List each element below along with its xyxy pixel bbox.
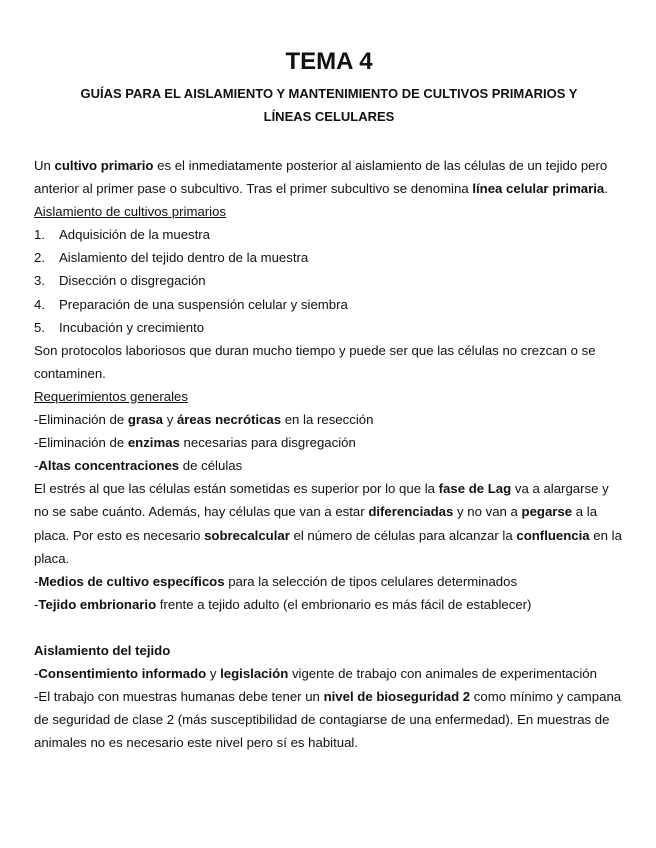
list-item: 4. Preparación de una suspensión celular y siembra bbox=[34, 296, 348, 312]
intro-paragraph: Un cultivo primario es el inmediatamente posterior al aislamiento de las células de un tejido pero anterior al primer pase o subcultivo. Tras el primer subcultivo se denomina línea celular primaria. bbox=[34, 158, 608, 197]
protocol-note: Son protocolos laboriosos que duran mucho tiempo y puede ser que las células no crezcan o se contaminen. bbox=[34, 342, 596, 381]
requirement-tejido-embrionario: -Tejido embrionario frente a tejido adulto (el embrionario es más fácil de establecer) bbox=[34, 596, 532, 612]
requirement-medios: -Medios de cultivo específicos para la selección de tipos celulares determinados bbox=[34, 573, 518, 589]
paragraph-spacer bbox=[34, 616, 624, 639]
list-item: 2. Aislamiento del tejido dentro de la muestra bbox=[34, 250, 309, 266]
term-linea-celular-primaria: línea celular primaria bbox=[472, 181, 605, 197]
stress-paragraph: El estrés al que las células están sometidas es superior por lo que la fase de Lag va a alargarse y no se sabe cuánto. Además, hay células que van a estar diferenciadas y no van a pegarse a la placa. Por esto es necesario sobrecalcular el número de células para alcanzar la confluencia en la placa. bbox=[34, 481, 622, 566]
section-heading-aislamiento-tejido: Aislamiento del tejido bbox=[34, 642, 171, 658]
document-body bbox=[34, 154, 624, 754]
section-heading-requerimientos: Requerimientos generales bbox=[34, 388, 188, 404]
list-item: 1. Adquisición de la muestra bbox=[34, 227, 211, 243]
consent-paragraph: -Consentimiento informado y legislación vigente de trabajo con animales de experimentación bbox=[34, 665, 597, 681]
term-cultivo-primario: cultivo primario bbox=[54, 158, 154, 173]
document-page bbox=[34, 48, 624, 754]
biosafety-paragraph: -El trabajo con muestras humanas debe tener un nivel de bioseguridad 2 como mínimo y campana de seguridad de clase 2 (más susceptibilidad de contagiarse de una enfermedad). En muestras de animales no es necesario este nivel pero sí es habitual. bbox=[34, 689, 622, 751]
requirement-concentraciones: -Altas concentraciones de células bbox=[34, 458, 243, 474]
list-item: 3. Disección o disgregación bbox=[34, 273, 206, 289]
requirement-enzimas: -Eliminación de enzimas necesarias para disgregación bbox=[34, 435, 356, 451]
page-subtitle-line-1: GUÍAS PARA EL AISLAMIENTO Y MANTENIMIENTO DE CULTIVOS PRIMARIOS Y bbox=[80, 86, 578, 101]
list-item: 5. Incubación y crecimiento bbox=[34, 319, 205, 335]
page-subtitle-line-2: LÍNEAS CELULARES bbox=[263, 109, 395, 124]
section-heading-aislamiento-cultivos: Aislamiento de cultivos primarios bbox=[34, 204, 227, 220]
requirement-grasa: -Eliminación de grasa y áreas necróticas en la resección bbox=[34, 412, 374, 428]
page-title: TEMA 4 bbox=[285, 48, 373, 75]
